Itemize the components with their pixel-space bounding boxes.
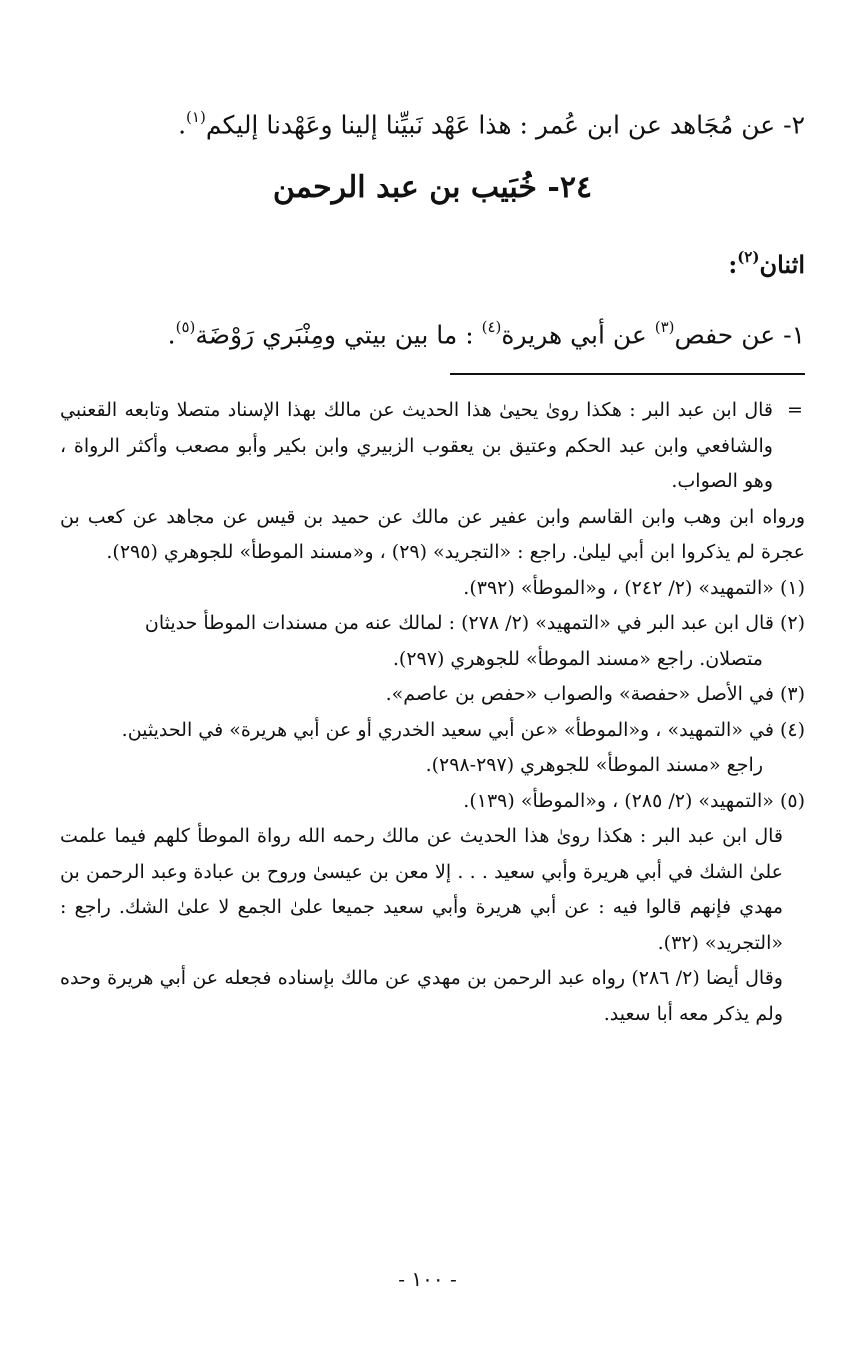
footnote-separator <box>450 373 805 375</box>
footnote-5: (٥) «التمهيد» (٢/ ٢٨٥) ، و«الموطأ» (١٣٩). <box>463 789 805 812</box>
hadith-end: . <box>178 110 187 140</box>
hadith-line-1 <box>168 310 805 354</box>
footnote-3: (٣) في الأصل «حفصة» والصواب «حفص بن عاصم». <box>385 683 805 705</box>
footnote-1: (١) «التمهيد» (٢/ ٢٤٢) ، و«الموطأ» (٣٩٢). <box>463 576 805 599</box>
hadith-text-a: ١- عن حفص <box>674 320 805 350</box>
hadith-line-2 <box>178 100 805 144</box>
footnotes <box>60 393 805 1032</box>
note-paragraph: ورواه ابن وهب وابن القاسم وابن عفير عن مالك عن حميد بن قيس عن مجاهد عن كعب بن عجرة لم يذكروا ابن أبي ليلىٰ. راجع : «التجريد» (٢٩) ، و«مسند الموطأ» للجوهري (٢٩٥). <box>60 505 805 563</box>
continued-note <box>60 393 805 500</box>
footnote-ref: (١) <box>186 108 206 126</box>
footnote-2-cont: متصلان. راجع «مسند الموطأ» للجوهري (٢٩٧). <box>392 647 763 670</box>
section-heading: ٢٤- خُبَيب بن عبد الرحمن <box>272 170 593 205</box>
footnote-ref: (٥) <box>175 318 196 336</box>
footnote-ref: (٤) <box>481 318 502 336</box>
count-line <box>728 240 805 284</box>
hadith-text: ٢- عن مُجَاهد عن ابن عُمر : هذا عَهْد نَبيِّنا إلينا وعَهْدنا إليكم <box>205 110 805 140</box>
hadith-text-b: عن أبي هريرة <box>501 320 647 350</box>
count-text: اثنان <box>759 250 805 279</box>
footnote-5-paragraph: وقال أيضا (٢/ ٢٨٦) رواه عبد الرحمن بن مهدي عن مالك بإسناده فجعله عن أبي هريرة وحده ولم يذكر معه أبا سعيد. <box>60 967 783 1025</box>
footnote-ref: (٣) <box>654 318 675 336</box>
footnote-4: (٤) في «التمهيد» ، و«الموطأ» «عن أبي سعيد الخدري أو عن أبي هريرة» في الحديثين. <box>121 718 805 741</box>
count-end: : <box>728 250 738 279</box>
note-paragraph: قال ابن عبد البر : هكذا روىٰ يحيىٰ هذا الحديث عن مالك بهذا الإسناد متصلا وتابعه القعنبي والشافعي وابن عبد الحكم وعتيق بن يعقوب الزبيري وابن بكير وأبو مصعب وأكثر الرواة ، وهو الصواب. <box>60 399 773 492</box>
hadith-end: . <box>167 320 176 350</box>
hadith-text-c: : ما بين بيتي ومِنْبَري رَوْضَة <box>195 320 474 350</box>
page-number: - ١٠٠ - <box>398 1267 457 1291</box>
footnote-2: (٢) قال ابن عبد البر في «التمهيد» (٢/ ٢٧٨) : لمالك عنه من مسندات الموطأ حديثان <box>144 612 805 634</box>
footnote-4-cont: راجع «مسند الموطأ» للجوهري (٢٩٧-٢٩٨). <box>425 754 763 776</box>
footnote-ref: (٢) <box>737 248 760 266</box>
book-page <box>60 80 805 1300</box>
continuation-mark: = <box>787 399 803 421</box>
footnote-5-paragraph: قال ابن عبد البر : هكذا روىٰ هذا الحديث عن مالك رحمه الله رواة الموطأ كلهم فيما علمت علىٰ الشك في أبي هريرة وأبي سعيد . . . إلا معن بن عيسىٰ وروح بن عبادة وعبد الرحمن بن مهدي فإنهم قالوا فيه : عن أبي هريرة وأبي سعيد جميعا علىٰ الجمع لا علىٰ الشك. راجع : «التجريد» (٣٢). <box>60 825 783 954</box>
